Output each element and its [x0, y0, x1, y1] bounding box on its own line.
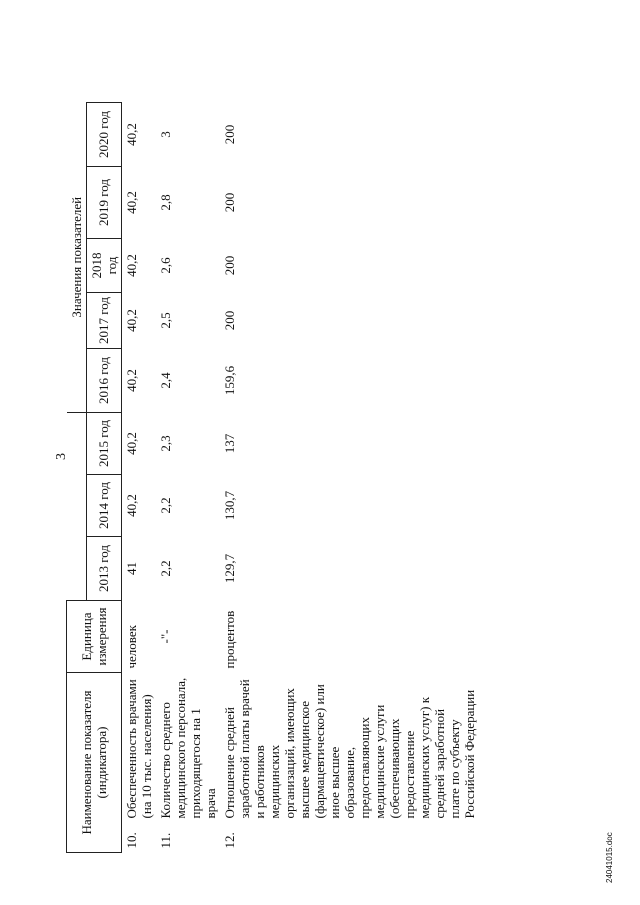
row-value: 40,2 [123, 494, 139, 517]
row-value: 2,5 [157, 312, 173, 329]
row-value: 137 [221, 433, 237, 454]
row-value: 40,2 [123, 369, 139, 392]
header-year: 2014 год [86, 475, 121, 537]
row-value: 2,2 [157, 560, 173, 577]
document-code: 24041015.doc [605, 832, 614, 883]
table-row [220, 103, 479, 853]
header-values-group: Значения показателей [67, 103, 87, 413]
header-year: 2013 год [86, 537, 121, 601]
row-value: 2,3 [157, 435, 173, 452]
header-blank [67, 413, 87, 601]
row-name: Обеспеченность врачами (на 10 тыс. населения) [123, 679, 154, 819]
row-value: 41 [123, 562, 139, 575]
header-year: 2018 год [86, 239, 121, 293]
row-value: 159,6 [221, 365, 237, 396]
row-value: 2,6 [157, 257, 173, 274]
table-row [156, 103, 220, 853]
row-name: Отношение средней заработной платы врачей и работников медицинских организаций, имеющих высшее медицинское (фармацевтическое) или иное высшее образование, предоставляющих медицинские услуги (обеспечивающих предоставление медицинских услуг) к средней заработной плате по субъекту Российской Федерации [221, 679, 477, 819]
row-value: 200 [221, 310, 237, 331]
header-row [67, 103, 87, 853]
page-number: 3 [54, 453, 69, 460]
row-number: 10. [123, 832, 139, 849]
row-name: Количество среднего медицинского персонала, приходящегося на 1 врача [157, 677, 218, 819]
header-unit: Единица измерения [67, 601, 122, 673]
row-value: 40,2 [123, 309, 139, 332]
header-year: 2019 год [86, 167, 121, 239]
row-value: 40,2 [123, 191, 139, 214]
table-row [121, 103, 156, 853]
row-number: 12. [221, 832, 237, 849]
row-number: 11. [157, 832, 173, 849]
row-value: 2,8 [157, 194, 173, 211]
indicators-table [66, 102, 479, 853]
row-unit: процентов [221, 610, 237, 669]
row-value: 3 [157, 131, 173, 138]
row-value: 129,7 [221, 553, 237, 584]
row-value: 40,2 [123, 123, 139, 146]
row-value: 200 [221, 192, 237, 213]
row-value: 40,2 [123, 432, 139, 455]
header-name: Наименование показателя (индикатора) [67, 673, 122, 853]
header-year: 2020 год [86, 103, 121, 167]
row-value: 2,2 [157, 497, 173, 514]
header-year: 2015 год [86, 413, 121, 475]
row-value: 200 [221, 255, 237, 276]
row-value: 40,2 [123, 254, 139, 277]
row-value: 2,4 [157, 372, 173, 389]
row-unit: -"- [157, 629, 173, 644]
header-year: 2016 год [86, 349, 121, 413]
header-year: 2017 год [86, 293, 121, 349]
row-value: 130,7 [221, 490, 237, 521]
row-unit: человек [123, 625, 139, 669]
row-value: 200 [221, 124, 237, 145]
